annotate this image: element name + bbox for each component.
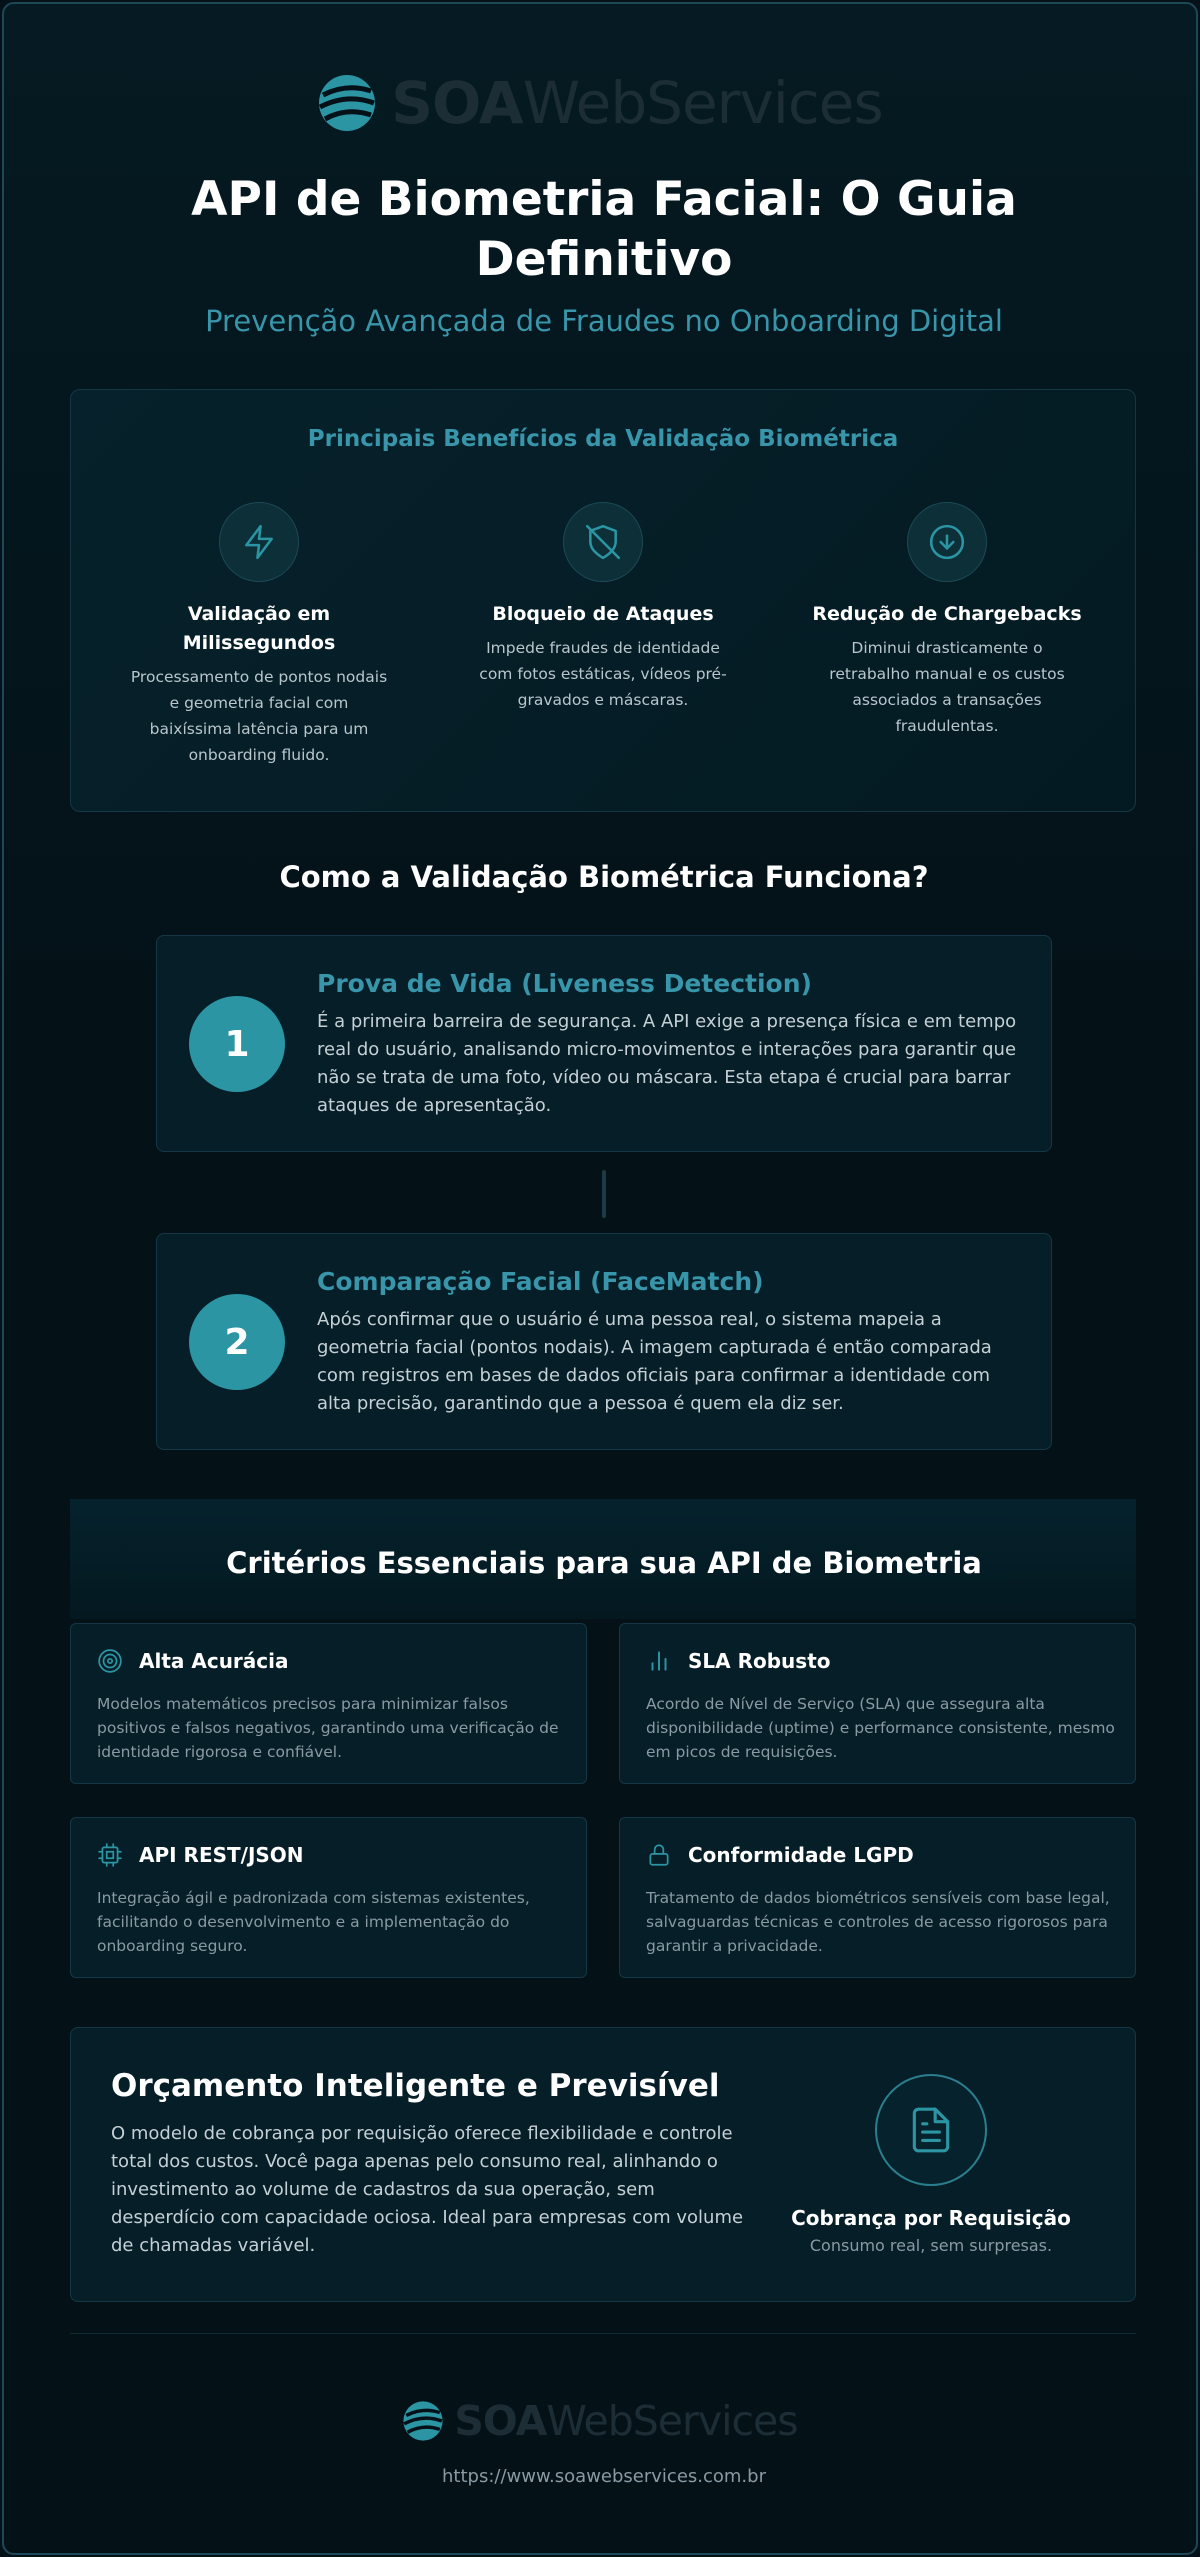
how-title: Como a Validação Biométrica Funciona? bbox=[279, 860, 929, 894]
criterion-text: Integração ágil e padronizada com sistemas existentes, facilitando o desenvolvimento e a implementação do onboarding seguro. bbox=[97, 1889, 530, 1955]
lightning-icon bbox=[219, 502, 299, 582]
pricing-title: Orçamento Inteligente e Previsível bbox=[111, 2068, 720, 2104]
criterion-title: Alta Acurácia bbox=[139, 1649, 289, 1673]
step-title: Comparação Facial (FaceMatch) bbox=[317, 1267, 764, 1296]
pricing-model-label: Cobrança por Requisição bbox=[791, 2206, 1071, 2230]
criterion-title: Conformidade LGPD bbox=[688, 1843, 914, 1867]
brand-logo bbox=[4, 68, 1196, 138]
step-card bbox=[156, 935, 1052, 1152]
step-card bbox=[156, 1233, 1052, 1450]
step-number: 2 bbox=[189, 1294, 285, 1390]
cpu-icon bbox=[97, 1842, 123, 1868]
arrow-down-circle-icon bbox=[907, 502, 987, 582]
benefit-card bbox=[109, 502, 409, 768]
pricing-text: O modelo de cobrança por requisição oferece flexibilidade e controle total dos custos. Você paga apenas pelo consumo real, alinhando o investimento ao volume de cadastros da sua operação, sem desperdício com capacidade ociosa. Ideal para empresas com volume de chamadas variável. bbox=[111, 2123, 744, 2256]
benefit-text: Diminui drasticamente o retrabalho manual e os custos associados a transações fraudulentas. bbox=[829, 639, 1065, 735]
criterion-card bbox=[619, 1817, 1136, 1978]
brand-name: SOAWebServices bbox=[391, 69, 883, 137]
benefit-title: Bloqueio de Ataques bbox=[492, 603, 714, 625]
step-text: Após confirmar que o usuário é uma pessoa real, o sistema mapeia a geometria facial (pontos nodais). A imagem capturada é então comparada com registros em bases de dados oficiais para confirmar a identidade com alta precisão, garantindo que a pessoa é quem ela diz ser. bbox=[317, 1309, 992, 1414]
document-icon bbox=[875, 2074, 987, 2186]
criterion-text: Tratamento de dados biométricos sensíveis com base legal, salvaguardas técnicas e controles de acesso rigorosos para garantir a privacidade. bbox=[646, 1889, 1110, 1955]
pricing-model-sublabel: Consumo real, sem surpresas. bbox=[809, 2236, 1053, 2255]
criterion-card bbox=[619, 1623, 1136, 1784]
benefit-title: Redução de Chargebacks bbox=[812, 603, 1082, 625]
benefits-panel bbox=[70, 389, 1136, 812]
bar-chart-icon bbox=[646, 1648, 672, 1674]
page-subtitle: Prevenção Avançada de Fraudes no Onboarding Digital bbox=[205, 304, 1003, 338]
step-title: Prova de Vida (Liveness Detection) bbox=[317, 969, 812, 998]
shield-off-icon bbox=[563, 502, 643, 582]
criteria-title: Critérios Essenciais para sua API de Biometria bbox=[226, 1546, 982, 1580]
benefit-text: Impede fraudes de identidade com fotos estáticas, vídeos pré-gravados e máscaras. bbox=[479, 639, 727, 709]
globe-logo-icon bbox=[402, 2400, 444, 2442]
infographic-frame bbox=[2, 2, 1198, 2555]
criterion-card bbox=[70, 1817, 587, 1978]
criterion-title: SLA Robusto bbox=[688, 1649, 831, 1673]
brand-name: SOAWebServices bbox=[454, 2397, 798, 2445]
page-title: API de Biometria Facial: O Guia Definitivo bbox=[191, 172, 1017, 287]
benefit-text: Processamento de pontos nodais e geometria facial com baixíssima latência para um onboarding fluido. bbox=[130, 668, 388, 764]
criterion-text: Acordo de Nível de Serviço (SLA) que assegura alta disponibilidade (uptime) e performance consistente, mesmo em picos de requisições. bbox=[646, 1695, 1115, 1761]
criterion-text: Modelos matemáticos precisos para minimizar falsos positivos e falsos negativos, garantindo uma verificação de identidade rigorosa e confiável. bbox=[97, 1695, 559, 1761]
step-connector bbox=[602, 1170, 606, 1218]
lock-icon bbox=[646, 1842, 672, 1868]
criterion-card bbox=[70, 1623, 587, 1784]
target-icon bbox=[97, 1648, 123, 1674]
benefit-title: Validação em Milissegundos bbox=[182, 603, 336, 654]
step-text: É a primeira barreira de segurança. A API exige a presença física e em tempo real do usuário, analisando micro-movimentos e interações para garantir que não se trata de uma foto, vídeo ou máscara. Esta etapa é crucial para barrar ataques de apresentação. bbox=[317, 1011, 1017, 1116]
benefits-title: Principais Benefícios da Validação Biométrica bbox=[307, 426, 899, 452]
pricing-panel bbox=[70, 2027, 1136, 2302]
criterion-title: API REST/JSON bbox=[139, 1843, 304, 1867]
footer-url[interactable]: https://www.soawebservices.com.br bbox=[442, 2466, 766, 2487]
footer-divider bbox=[70, 2333, 1136, 2334]
step-number: 1 bbox=[189, 996, 285, 1092]
benefit-card bbox=[797, 502, 1097, 739]
footer-logo bbox=[4, 2396, 1196, 2446]
benefit-card bbox=[453, 502, 753, 713]
globe-logo-icon bbox=[317, 73, 377, 133]
